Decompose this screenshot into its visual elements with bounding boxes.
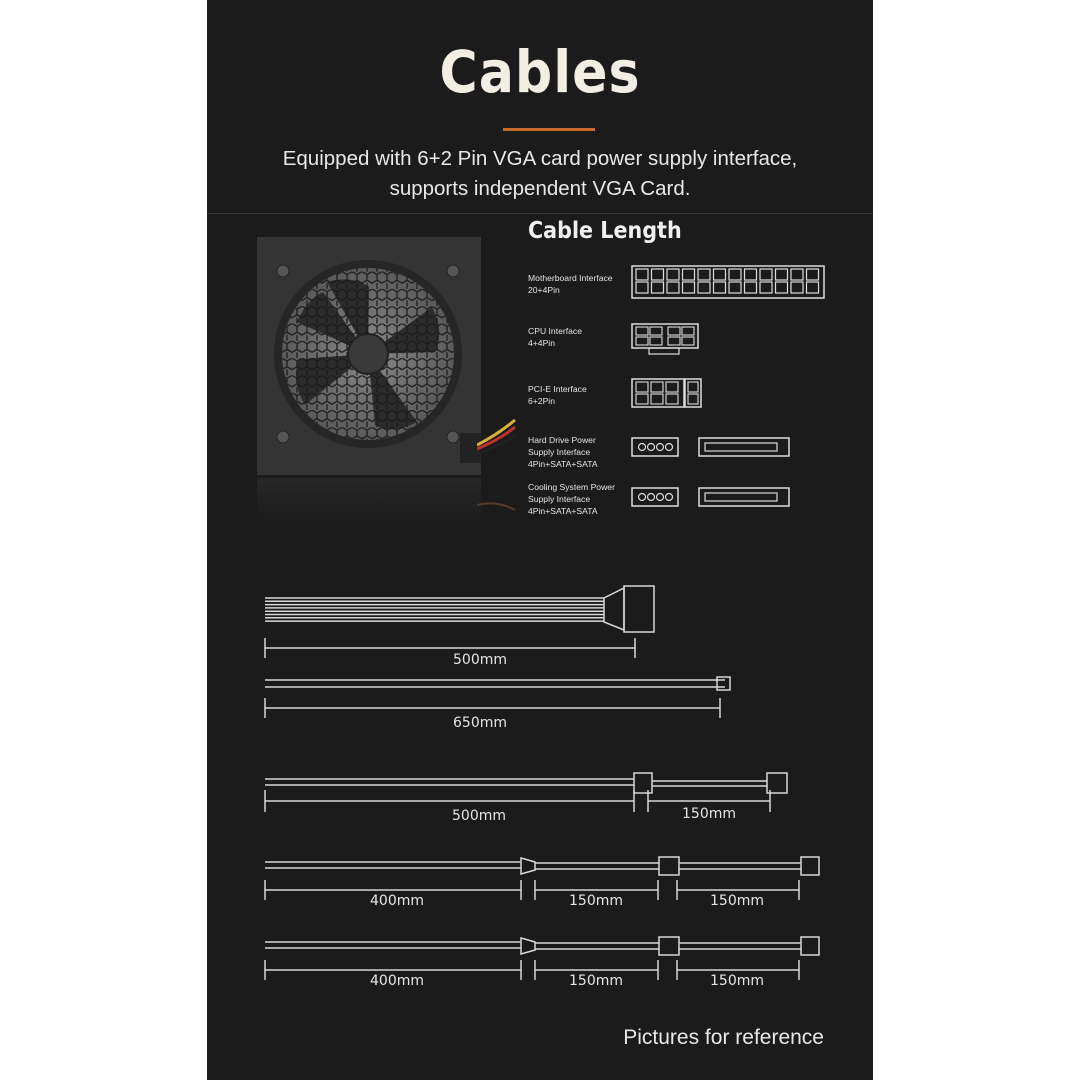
length-hdd-segment-2: 150mm <box>569 893 623 909</box>
page-title: Cables <box>439 38 641 106</box>
interface-name: Motherboard Interface <box>528 273 613 283</box>
length-fan-segment-3: 150mm <box>710 973 764 989</box>
cable-diagrams <box>207 0 873 1080</box>
interface-spec: 6+2Pin <box>528 396 555 406</box>
interface-spec: 4+4Pin <box>528 338 555 348</box>
length-pcie-extension: 150mm <box>682 806 736 822</box>
length-cpu: 650mm <box>453 715 507 731</box>
reference-note: Pictures for reference <box>623 1026 824 1049</box>
motherboard-cable <box>265 598 604 621</box>
product-panel <box>207 0 873 1080</box>
length-motherboard: 500mm <box>453 652 507 668</box>
interface-name: Cooling System Power <box>528 482 615 492</box>
length-pcie-main: 500mm <box>452 808 506 824</box>
length-hdd-main: 400mm <box>370 893 424 909</box>
interface-name-line2: Supply Interface <box>528 447 591 457</box>
length-hdd-segment-3: 150mm <box>710 893 764 909</box>
interface-name: CPU Interface <box>528 326 582 336</box>
interface-spec: 20+4Pin <box>528 285 560 295</box>
subtitle-line-2: supports independent VGA Card. <box>389 177 691 200</box>
length-fan-main: 400mm <box>370 973 424 989</box>
length-fan-segment-2: 150mm <box>569 973 623 989</box>
interface-spec: 4Pin+SATA+SATA <box>528 459 598 469</box>
interface-name-line2: Supply Interface <box>528 494 591 504</box>
interface-name: Hard Drive Power <box>528 435 596 445</box>
interface-spec: 4Pin+SATA+SATA <box>528 506 598 516</box>
cable-length-heading: Cable Length <box>528 218 682 244</box>
interface-name: PCI-E Interface <box>528 384 587 394</box>
subtitle-line-1: Equipped with 6+2 Pin VGA card power supply interface, <box>282 147 798 170</box>
